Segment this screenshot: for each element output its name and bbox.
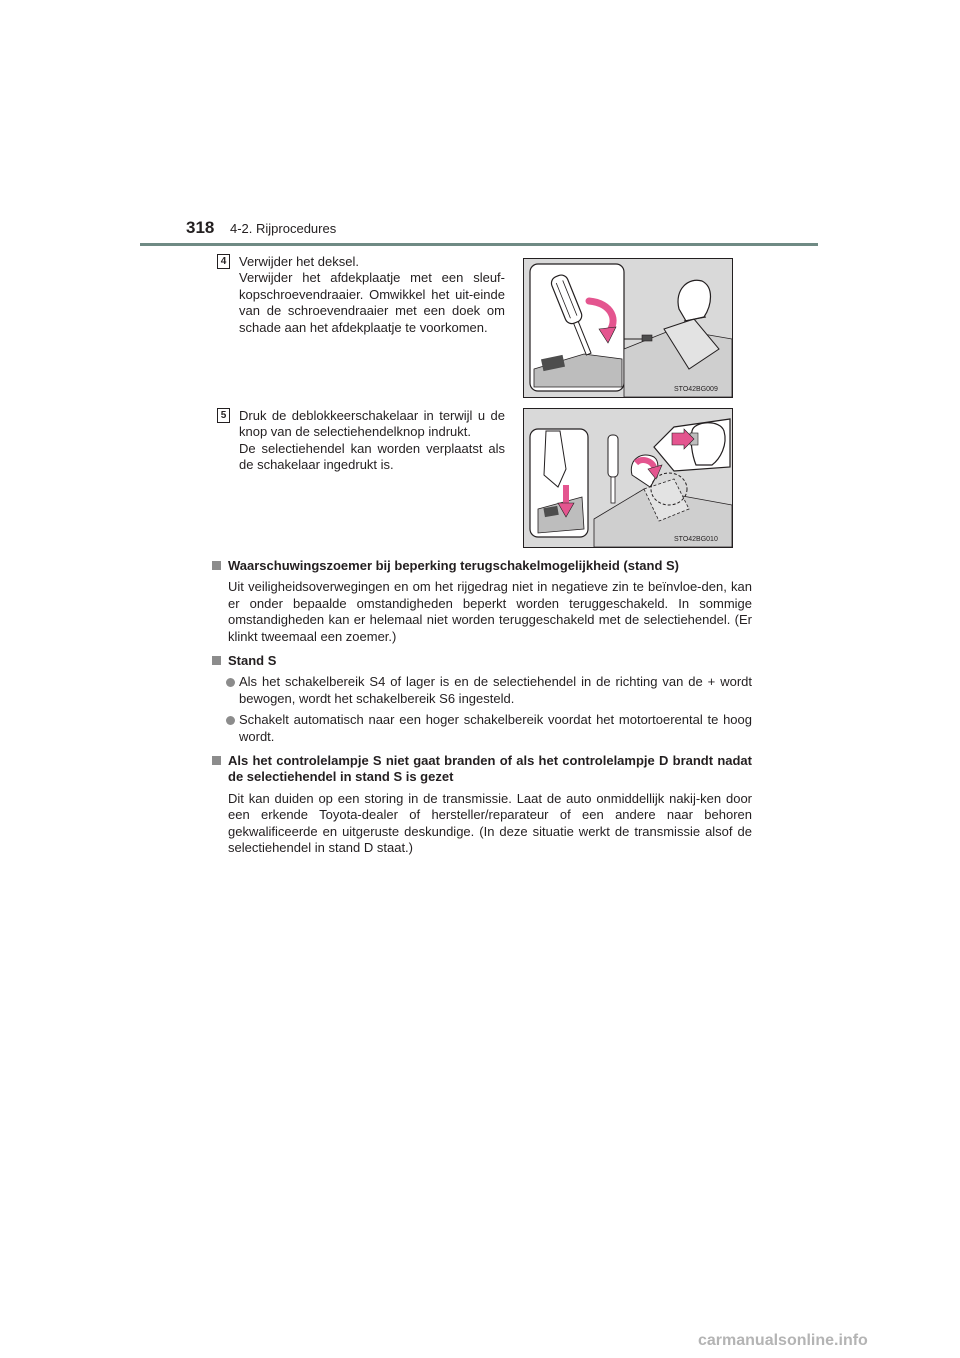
- figure-release-button-illustration: [524, 409, 732, 547]
- section-marker-icon: [212, 561, 221, 570]
- watermark: carmanualsonline.info: [698, 1332, 868, 1349]
- stand-s-bullet-2: [212, 712, 752, 745]
- bullet-icon: [226, 678, 235, 687]
- step-4-line-1: Verwijder het deksel.: [239, 254, 359, 269]
- stand-s-bullet-2-text: Schakelt automatisch naar een hoger schakelbereik voordat het motortoerental te hoog wordt.: [239, 712, 752, 744]
- figure-remove-cover-illustration: [524, 259, 732, 397]
- step-5-text: [239, 408, 505, 474]
- step-badge-4: 4: [217, 254, 230, 269]
- bullet-icon: [226, 716, 235, 725]
- figure-release-button: [523, 408, 733, 548]
- body-text: [212, 558, 752, 857]
- warning-heading-text: Waarschuwingszoemer bij beperking terugschakelmogelijkheid (stand S): [228, 558, 680, 573]
- stand-s-bullet-1: [212, 674, 752, 707]
- figure-code-1: STO42BG009: [674, 386, 718, 393]
- warning-paragraph: Uit veiligheidsoverwegingen en om het rijgedrag niet in negatieve zin te beïnvloe-den, kan er onder bepaalde omstandigheden beperkt worden teruggeschakeld. In sommige omstandigheden kan er helemaal niet worden teruggeschakeld met de selectiehendel. (Er klinkt tweemaal een zoemer.): [228, 579, 752, 644]
- warning-heading: [212, 558, 752, 574]
- lamp-paragraph: Dit kan duiden op een storing in de transmissie. Laat de auto onmiddellijk nakij-ken door een erkende Toyota-dealer of hersteller/reparateur of een andere naar behoren gekwalificeerde en uitgeruste deskundige. (In deze situatie werkt de transmissie alsof de selectiehendel in stand D staat.): [228, 790, 752, 856]
- stand-s-bullet-1-text: Als het schakelbereik S4 of lager is en de selectiehendel in de richting van de + wordt bewogen, wordt het schakelbereik S6 ingesteld.: [239, 674, 752, 706]
- figure-remove-cover: [523, 258, 733, 398]
- step-5-line-1: Druk de deblokkeerschakelaar in terwijl u de knop van de selectiehendelknop indrukt.: [239, 408, 505, 440]
- header-rule: [140, 243, 818, 246]
- section-marker-icon: [212, 656, 221, 665]
- section-marker-icon: [212, 756, 221, 765]
- figure-code-2: STO42BG010: [674, 536, 718, 543]
- stand-s-heading-text: Stand S: [228, 653, 277, 669]
- step-4-line-2: Verwijder het afdekplaatje met een sleuf-kopschroevendraaier. Omwikkel het uit-einde van de schroevendraaier met een doek om schade aan het afdekplaatje te voorkomen.: [239, 270, 505, 335]
- step-4-text: [239, 254, 505, 336]
- lamp-heading-text: Als het controlelampje S niet gaat branden of als het controlelampje D brandt nadat de selectiehendel in stand S is gezet: [228, 753, 752, 785]
- stand-s-heading: [212, 653, 752, 669]
- step-badge-5: 5: [217, 408, 230, 423]
- page-number: 318: [186, 218, 215, 237]
- step-5-line-2: De selectiehendel kan worden verplaatst als de schakelaar ingedrukt is.: [239, 440, 505, 473]
- section-title: 4-2. Rijprocedures: [230, 221, 337, 236]
- lamp-heading: [212, 753, 752, 786]
